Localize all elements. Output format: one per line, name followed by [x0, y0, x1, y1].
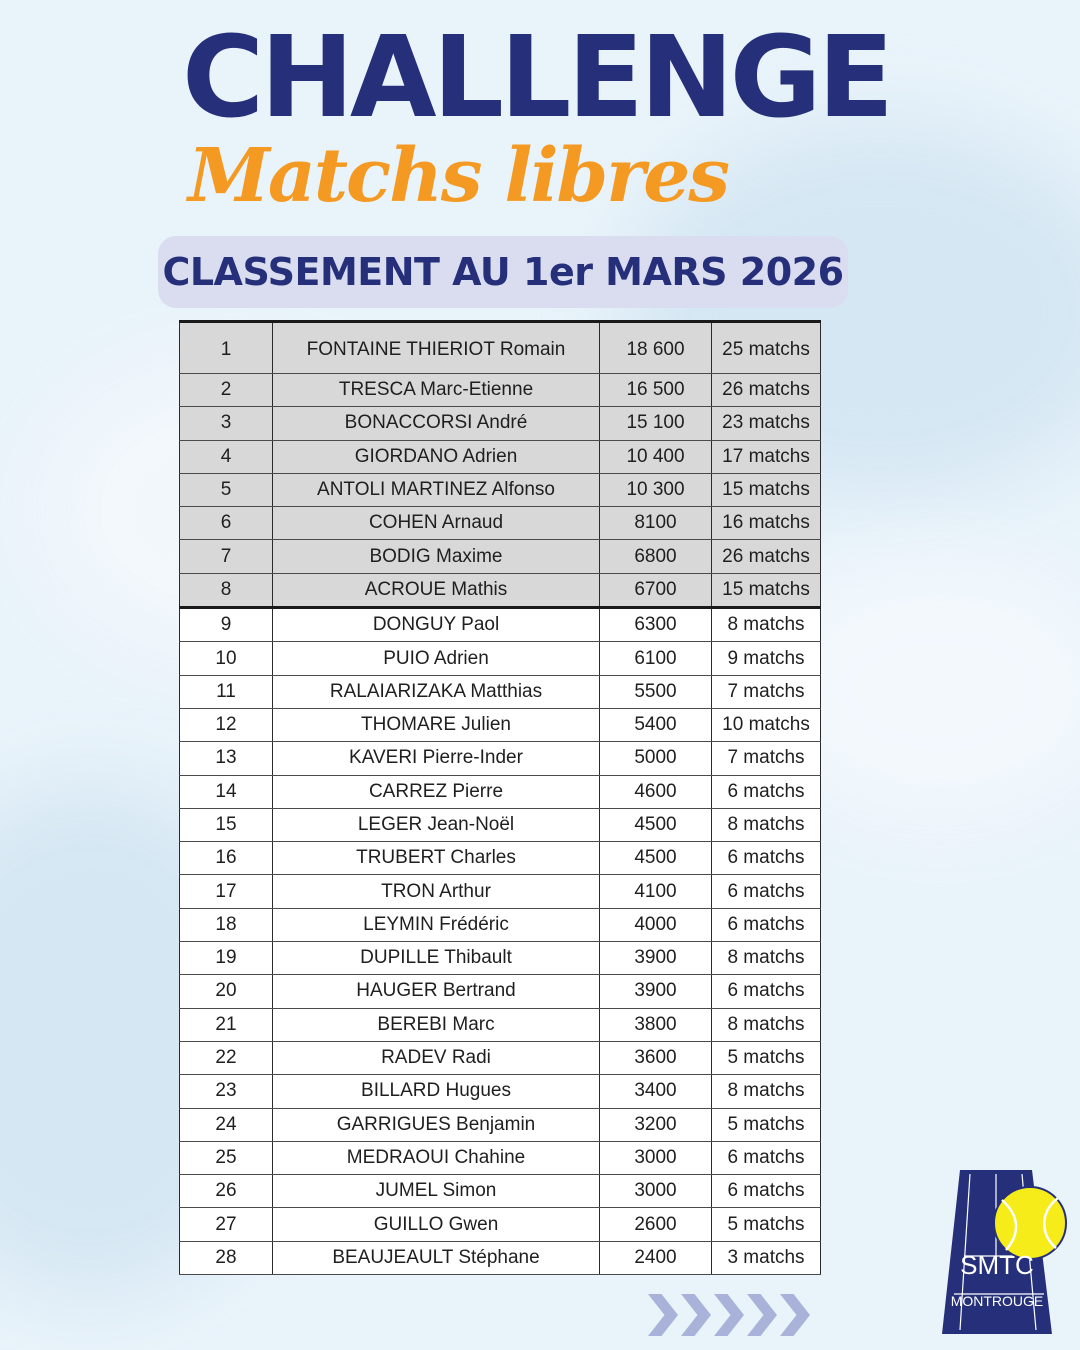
player-name-cell: TRUBERT Charles [273, 842, 600, 875]
matchs-cell: 6 matchs [712, 1141, 821, 1174]
points-cell: 15 100 [600, 407, 712, 440]
matchs-cell: 26 matchs [712, 540, 821, 573]
points-cell: 3000 [600, 1141, 712, 1174]
player-name-cell: COHEN Arnaud [273, 507, 600, 540]
table-row [180, 1041, 821, 1074]
table-row [180, 1008, 821, 1041]
rank-cell: 26 [180, 1175, 273, 1208]
rank-cell: 21 [180, 1008, 273, 1041]
table-row [180, 742, 821, 775]
player-name-cell: MEDRAOUI Chahine [273, 1141, 600, 1174]
player-name-cell: PUIO Adrien [273, 642, 600, 675]
points-cell: 5500 [600, 675, 712, 708]
points-cell: 8100 [600, 507, 712, 540]
table-row [180, 708, 821, 741]
chevrons-right-icon [747, 1294, 777, 1336]
table-row [180, 1075, 821, 1108]
matchs-cell: 16 matchs [712, 507, 821, 540]
player-name-cell: RADEV Radi [273, 1041, 600, 1074]
points-cell: 5400 [600, 708, 712, 741]
matchs-cell: 15 matchs [712, 473, 821, 506]
matchs-cell: 25 matchs [712, 322, 821, 374]
matchs-cell: 9 matchs [712, 642, 821, 675]
table-row [180, 407, 821, 440]
rank-cell: 7 [180, 540, 273, 573]
rank-cell: 10 [180, 642, 273, 675]
player-name-cell: TRON Arthur [273, 875, 600, 908]
table-row [180, 1141, 821, 1174]
player-name-cell: GARRIGUES Benjamin [273, 1108, 600, 1141]
logo-text-smtc: SMTC [960, 1250, 1034, 1280]
matchs-cell: 6 matchs [712, 842, 821, 875]
player-name-cell: GUILLO Gwen [273, 1208, 600, 1241]
rank-cell: 23 [180, 1075, 273, 1108]
matchs-cell: 26 matchs [712, 374, 821, 407]
matchs-cell: 8 matchs [712, 808, 821, 841]
points-cell: 16 500 [600, 374, 712, 407]
rank-cell: 6 [180, 507, 273, 540]
points-cell: 4500 [600, 808, 712, 841]
matchs-cell: 3 matchs [712, 1241, 821, 1274]
rank-cell: 1 [180, 322, 273, 374]
points-cell: 3600 [600, 1041, 712, 1074]
points-cell: 2400 [600, 1241, 712, 1274]
table-row [180, 540, 821, 573]
matchs-cell: 7 matchs [712, 742, 821, 775]
rank-cell: 19 [180, 942, 273, 975]
rank-cell: 18 [180, 908, 273, 941]
player-name-cell: GIORDANO Adrien [273, 440, 600, 473]
player-name-cell: BILLARD Hugues [273, 1075, 600, 1108]
rank-cell: 27 [180, 1208, 273, 1241]
rank-cell: 11 [180, 675, 273, 708]
player-name-cell: HAUGER Bertrand [273, 975, 600, 1008]
logo-text-montrouge: MONTROUGE [950, 1293, 1044, 1309]
player-name-cell: TRESCA Marc-Etienne [273, 374, 600, 407]
matchs-cell: 5 matchs [712, 1041, 821, 1074]
player-name-cell: BONACCORSI André [273, 407, 600, 440]
player-name-cell: DONGUY Paol [273, 608, 600, 642]
matchs-cell: 5 matchs [712, 1208, 821, 1241]
rank-cell: 17 [180, 875, 273, 908]
table-row [180, 507, 821, 540]
points-cell: 10 300 [600, 473, 712, 506]
player-name-cell: BODIG Maxime [273, 540, 600, 573]
matchs-cell: 17 matchs [712, 440, 821, 473]
points-cell: 2600 [600, 1208, 712, 1241]
rank-cell: 3 [180, 407, 273, 440]
matchs-cell: 6 matchs [712, 775, 821, 808]
rank-cell: 20 [180, 975, 273, 1008]
points-cell: 3200 [600, 1108, 712, 1141]
banner-label: CLASSEMENT AU 1er MARS 2026 [162, 250, 844, 294]
page-title: CHALLENGE [182, 13, 891, 143]
next-arrows [648, 1294, 813, 1336]
points-cell: 6300 [600, 608, 712, 642]
ranking-table [179, 320, 821, 1275]
chevrons-right-icon [714, 1294, 744, 1336]
points-cell: 4600 [600, 775, 712, 808]
matchs-cell: 10 matchs [712, 708, 821, 741]
table-row [180, 440, 821, 473]
points-cell: 6100 [600, 642, 712, 675]
tennis-ball-icon [994, 1187, 1066, 1259]
player-name-cell: FONTAINE THIERIOT Romain [273, 322, 600, 374]
matchs-cell: 6 matchs [712, 975, 821, 1008]
rank-cell: 28 [180, 1241, 273, 1274]
rank-cell: 15 [180, 808, 273, 841]
club-logo [940, 1168, 1070, 1338]
page-subtitle: Matchs libres [188, 133, 729, 219]
matchs-cell: 6 matchs [712, 1175, 821, 1208]
matchs-cell: 8 matchs [712, 942, 821, 975]
table-row [180, 608, 821, 642]
ranking-date-banner [158, 236, 848, 308]
rank-cell: 25 [180, 1141, 273, 1174]
matchs-cell: 8 matchs [712, 1008, 821, 1041]
points-cell: 4100 [600, 875, 712, 908]
rank-cell: 22 [180, 1041, 273, 1074]
points-cell: 3400 [600, 1075, 712, 1108]
points-cell: 4500 [600, 842, 712, 875]
points-cell: 5000 [600, 742, 712, 775]
chevrons-right-icon [780, 1294, 810, 1336]
player-name-cell: CARREZ Pierre [273, 775, 600, 808]
rank-cell: 12 [180, 708, 273, 741]
rank-cell: 16 [180, 842, 273, 875]
table-row [180, 675, 821, 708]
points-cell: 4000 [600, 908, 712, 941]
player-name-cell: LEYMIN Frédéric [273, 908, 600, 941]
matchs-cell: 5 matchs [712, 1108, 821, 1141]
points-cell: 6800 [600, 540, 712, 573]
table-row [180, 1175, 821, 1208]
table-row [180, 374, 821, 407]
matchs-cell: 8 matchs [712, 1075, 821, 1108]
player-name-cell: BEAUJEAULT Stéphane [273, 1241, 600, 1274]
rank-cell: 9 [180, 608, 273, 642]
table-row [180, 975, 821, 1008]
table-row [180, 573, 821, 607]
table-row [180, 642, 821, 675]
chevrons-right-icon [681, 1294, 711, 1336]
points-cell: 6700 [600, 573, 712, 607]
table-row [180, 775, 821, 808]
player-name-cell: THOMARE Julien [273, 708, 600, 741]
matchs-cell: 6 matchs [712, 875, 821, 908]
rank-cell: 4 [180, 440, 273, 473]
player-name-cell: BEREBI Marc [273, 1008, 600, 1041]
table-row [180, 908, 821, 941]
points-cell: 3000 [600, 1175, 712, 1208]
rank-cell: 5 [180, 473, 273, 506]
rank-cell: 8 [180, 573, 273, 607]
player-name-cell: ANTOLI MARTINEZ Alfonso [273, 473, 600, 506]
rank-cell: 14 [180, 775, 273, 808]
ranking-table-body [180, 322, 821, 1275]
table-row [180, 808, 821, 841]
matchs-cell: 8 matchs [712, 608, 821, 642]
table-row [180, 1108, 821, 1141]
player-name-cell: KAVERI Pierre-Inder [273, 742, 600, 775]
rank-cell: 2 [180, 374, 273, 407]
matchs-cell: 23 matchs [712, 407, 821, 440]
matchs-cell: 7 matchs [712, 675, 821, 708]
table-row [180, 842, 821, 875]
table-row [180, 942, 821, 975]
points-cell: 18 600 [600, 322, 712, 374]
table-row [180, 1208, 821, 1241]
table-row [180, 473, 821, 506]
player-name-cell: JUMEL Simon [273, 1175, 600, 1208]
player-name-cell: LEGER Jean-Noël [273, 808, 600, 841]
player-name-cell: DUPILLE Thibault [273, 942, 600, 975]
rank-cell: 24 [180, 1108, 273, 1141]
table-row [180, 875, 821, 908]
matchs-cell: 6 matchs [712, 908, 821, 941]
rank-cell: 13 [180, 742, 273, 775]
player-name-cell: ACROUE Mathis [273, 573, 600, 607]
matchs-cell: 15 matchs [712, 573, 821, 607]
points-cell: 3800 [600, 1008, 712, 1041]
table-row [180, 322, 821, 374]
chevrons-right-icon [648, 1294, 678, 1336]
player-name-cell: RALAIARIZAKA Matthias [273, 675, 600, 708]
points-cell: 3900 [600, 942, 712, 975]
points-cell: 10 400 [600, 440, 712, 473]
points-cell: 3900 [600, 975, 712, 1008]
table-row [180, 1241, 821, 1274]
